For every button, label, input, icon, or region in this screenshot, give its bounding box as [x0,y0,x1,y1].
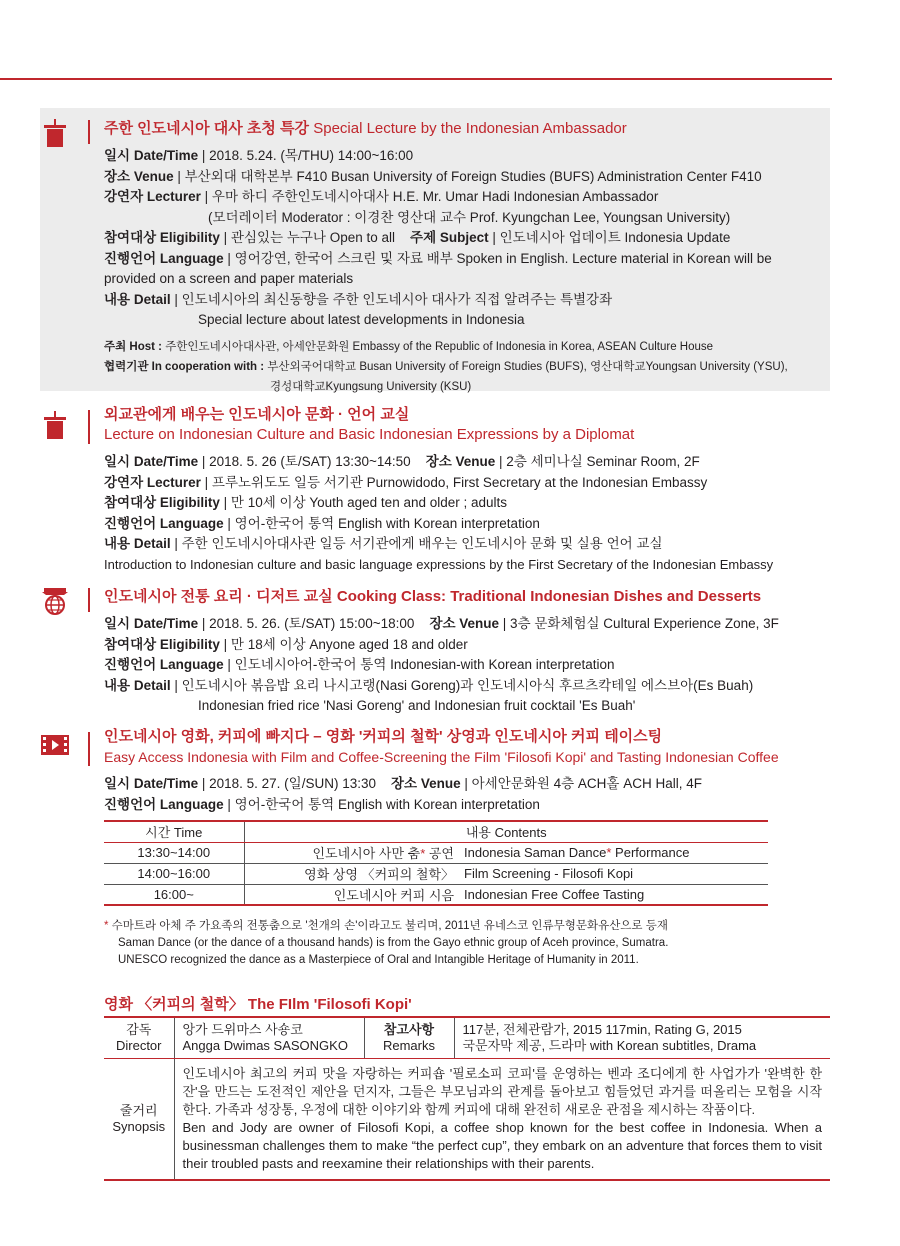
info-detail: 내용 Detail | 인도네시아 볶음밥 요리 나시고랭(Nasi Goreng)과 인도네시아식 후르츠칵테일 에스브아(Es Buah) [104,677,754,693]
top-divider [0,78,832,80]
section-title [104,588,761,606]
info-language: 진행언어 Language | 영어강연, 한국어 스크린 및 자료 배부 Spoken in English. Lecture material in Korean will be provided on a screen and paper materials [104,250,772,286]
col-time: 시간 Time [104,821,244,842]
globe-hat-icon [40,586,70,616]
section-ambassador-lecture [40,108,830,391]
film-icon [40,730,70,760]
info-detail-en: Special lecture about latest developments in Indonesia [198,312,525,327]
info-detail-en: Introduction to Indonesian culture and basic language expressions by the First Secretary of the Indonesian Embassy [104,556,774,572]
section-cooking-class [40,586,830,713]
title-kr: 주한 인도네시아 대사 초청 특강 [104,120,310,137]
info-date-venue: 일시 Date/Time | 2018. 5. 26 (토/SAT) 13:30~14:50 장소 Venue | 2층 세미나실 Seminar Room, 2F [104,454,700,469]
title-bar [88,732,90,766]
podium-icon [40,118,70,148]
film-info-table [104,1016,830,1181]
info-moderator: (모더레이터 Moderator : 이경찬 영산대 교수 Prof. Kyungchan Lee, Youngsan University) [208,209,731,225]
title-bar [88,410,90,444]
footnote: * 수마트라 아체 주 가요족의 전통춤으로 '천개의 손'이라고도 불리며, 2011년 유네스코 인류무형문화유산으로 등재 Saman Dance (or the dance of a thousand hands) is from the Gayo ethnic group of Aceh province, Sumatra. UNESCO recognized the dance as a Masterpiece of Oral and Intangible Heritage of Humanity in 2011. [104,920,669,966]
table-row: 13:30~14:00 인도네시아 사만 춤* 공연 Indonesia Saman Dance* Performance [104,842,768,863]
info-date-venue: 일시 Date/Time | 2018. 5. 26. (토/SAT) 15:00~18:00 장소 Venue | 3층 문화체험실 Cultural Experience Zone, 3F [104,616,779,631]
section-body [104,614,824,717]
section-title-en: Easy Access Indonesia with Film and Coffee-Screening the Film 'Filosofi Kopi' and Tasting Indonesian Coffee [104,749,779,765]
info-cooperation: 협력기관 In cooperation with : 부산외국어대학교 Busan University of Foreign Studies (BUFS), 영산대학교Youngsan University (YSU), [104,360,788,373]
film-row-meta: 감독 Director 앙가 드위마스 사숑코 Angga Dwimas SASONGKO 참고사항 Remarks 117분, 전체관람가, 2015 117min, Rating G, 2015 국문자막 제공, 드라마 with Korean subtitles, Drama [104,1017,830,1059]
section-body [104,452,824,575]
info-eligibility: 참여대상 Eligibility | 관심있는 누구나 Open to all 주제 Subject | 인도네시아 업데이트 Indonesia Update [104,230,731,245]
title-en: Special Lecture by the Indonesian Ambassador [313,120,627,137]
info-date-venue: 일시 Date/Time | 2018. 5. 27. (일/SUN) 13:30 장소 Venue | 아세안문화원 4층 ACH홀 ACH Hall, 4F [104,776,702,791]
section-body [104,146,824,397]
info-venue: 장소 Venue | 부산외대 대학본부 F410 Busan University of Foreign Studies (BUFS) Administration Center F410 [104,168,762,184]
section-culture-language [40,404,830,574]
title-kr: 인도네시아 전통 요리 · 디저트 교실 [104,588,333,605]
section-film-coffee [40,726,830,816]
info-cooperation-2: 경성대학교Kyungsung University (KSU) [270,380,472,393]
info-eligibility: 참여대상 Eligibility | 만 10세 이상 Youth aged ten and older ; adults [104,495,508,510]
info-host: 주최 Host : 주한인도네시아대사관, 아세안문화원 Embassy of the Republic of Indonesia in Korea, ASEAN Culture House [104,340,714,353]
section-title: 외교관에게 배우는 인도네시아 문화 · 언어 교실 [104,406,410,423]
podium-icon [40,410,70,440]
col-contents: 내용 Contents [244,821,768,842]
info-lecturer: 강연자 Lecturer | 프루노위도도 일등 서기관 Purnowidodo, First Secretary at the Indonesian Embassy [104,474,708,490]
table-header [104,821,768,842]
title-en: Cooking Class: Traditional Indonesian Dishes and Desserts [336,588,762,605]
info-date: 일시 Date/Time | 2018. 5.24. (목/THU) 14:00~16:00 [104,148,414,163]
title-bar [88,120,90,144]
schedule-table [104,820,768,906]
info-detail: 내용 Detail | 주한 인도네시아대사관 일등 서기관에게 배우는 인도네시아 문화 및 실용 언어 교실 [104,536,663,551]
section-title [104,120,627,138]
info-language: 진행언어 Language | 인도네시아어-한국어 통역 Indonesian-with Korean interpretation [104,657,615,672]
title-bar [88,588,90,612]
info-detail-en: Indonesian fried rice 'Nasi Goreng' and Indonesian fruit cocktail 'Es Buah' [198,698,636,713]
film-title: 영화 〈커피의 철학〉 The FIlm 'Filosofi Kopi' [104,996,412,1013]
table-row: 14:00~16:00 영화 상영 〈커피의 철학〉 Film Screening - Filosofi Kopi [104,863,768,884]
film-row-synopsis: 줄거리 Synopsis 인도네시아 최고의 커피 맛을 자랑하는 커피숍 '필로소피 코피'를 운영하는 벤과 조디에게 한 사업가가 '완벽한 한 잔'을 만드는 도전적인 제안을 던지자, 그들은 부모님과의 관계를 돌아보고 힘들었던 과거를 떠올리는 모험을 시작한다. 가족과 성장통, 우정에 대한 이야기와 함께 커피에 대해 완전히 새로운 관점을 제시하는 작품이다. Ben and Jody are owner of Filosofi Kopi, a coffee shop known for the best coffee in Indonesia. When a businessman challenges them to make “the perfect cup”, they embark on an adventure that forces them to visit their troubled pasts and reexamine their relationships with their parents. [104,1059,830,1181]
section-title: 인도네시아 영화, 커피에 빠지다 – 영화 '커피의 철학' 상영과 인도네시아 커피 테이스팅 [104,728,663,745]
synopsis-kr: 인도네시아 최고의 커피 맛을 자랑하는 커피숍 '필로소피 코피'를 운영하는 벤과 조디에게 한 사업가가 '완벽한 한 잔'을 만드는 도전적인 제안을 던지자, 그들은 부모님과의 관계를 돌아보고 힘들었던 과거를 떠올리는 모험을 시작한다. 가족과 성장통, 우정에 대한 이야기와 함께 커피에 대해 완전히 새로운 관점을 제시하는 작품이다. [182,1066,822,1117]
info-detail: 내용 Detail | 인도네시아의 최신동향을 주한 인도네시아 대사가 직접 알려주는 특별강좌 [104,291,613,307]
info-language: 진행언어 Language | 영어-한국어 통역 English with Korean interpretation [104,796,540,812]
synopsis-en: Ben and Jody are owner of Filosofi Kopi, a coffee shop known for the best coffee in Indonesia. When a businessman challenges them to make “the perfect cup”, they embark on an adventure that forces them to visit their troubled pasts and reexamine their relationships with their parents. [182,1120,822,1171]
info-eligibility: 참여대상 Eligibility | 만 18세 이상 Anyone aged 18 and older [104,636,468,652]
info-lecturer: 강연자 Lecturer | 우마 하디 주한인도네시아대사 H.E. Mr. Umar Hadi Indonesian Ambassador [104,189,659,204]
info-language: 진행언어 Language | 영어-한국어 통역 English with Korean interpretation [104,515,540,531]
section-title-en: Lecture on Indonesian Culture and Basic Indonesian Expressions by a Diplomat [104,426,635,443]
table-row: 16:00~ 인도네시아 커피 시음 Indonesian Free Coffee Tasting [104,884,768,905]
section-body [104,774,824,815]
